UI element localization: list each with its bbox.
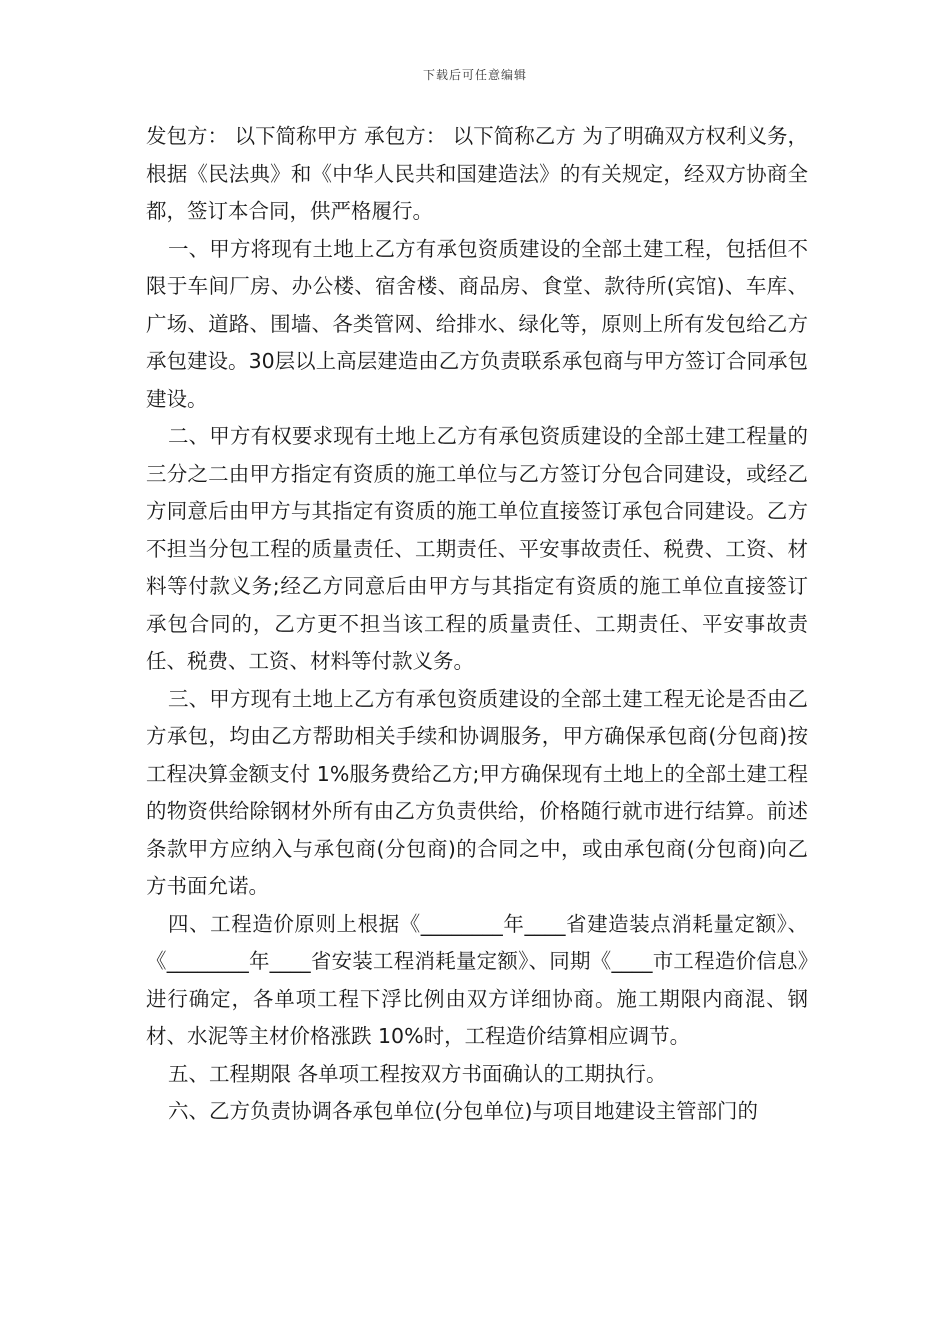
clause-paragraph-4: 四、工程造价原则上根据《________年____省建造装点消耗量定额》、《________年____省安装工程消耗量定额》、同期《____市工程造价信息》进行确定，各单项工程下浮比例由双方详细协商。施工期限内商混、钢材、水泥等主材价格涨跌 10%时，工程造价结算相应调节。 [146, 911, 808, 1048]
clause-paragraph-3: 三、甲方现有土地上乙方有承包资质建设的全部土建工程无论是否由乙方承包，均由乙方帮助相关手续和协调服务，甲方确保承包商(分包商)按工程决算金额支付 1%服务费给乙方;甲方确保现有土地上的全部土建工程的物资供给除钢材外所有由乙方负责供给，价格随行就市进行结算。前述条款甲方应纳入与承包商(分包商)的合同之中，或由承包商(分包商)向乙方书面允诺。 [146, 686, 808, 898]
intro-paragraph: 发包方： 以下简称甲方 承包方： 以下简称乙方 为了明确双方权利义务，根据《民法典》和《中华人民共和国建造法》的有关规定，经双方协商全都，签订本合同，供严格履行。 [146, 124, 808, 223]
clause-paragraph-2: 二、甲方有权要求现有土地上乙方有承包资质建设的全部土建工程量的三分之二由甲方指定有资质的施工单位与乙方签订分包合同建设，或经乙方同意后由甲方与其指定有资质的施工单位直接签订承包合同建设。乙方不担当分包工程的质量责任、工期责任、平安事故责任、税费、工资、材料等付款义务;经乙方同意后由甲方与其指定有资质的施工单位直接签订承包合同的，乙方更不担当该工程的质量责任、工期责任、平安事故责任、税费、工资、材料等付款义务。 [146, 424, 808, 673]
clause-paragraph-5: 五、工程期限 各单项工程按双方书面确认的工期执行。 [168, 1061, 667, 1086]
contract-body [146, 118, 808, 1131]
header-note: 下载后可任意编辑 [422, 68, 527, 82]
clause-paragraph-1: 一、甲方将现有土地上乙方有承包资质建设的全部土建工程，包括但不限于车间厂房、办公楼、宿舍楼、商品房、食堂、款待所(宾馆)、车库、广场、道路、围墙、各类管网、给排水、绿化等，原则上所有发包给乙方承包建设。30层以上高层建造由乙方负责联系承包商与甲方签订合同承包建设。 [146, 236, 808, 411]
clause-paragraph-6: 六、乙方负责协调各承包单位(分包单位)与项目地建设主管部门的 [168, 1099, 758, 1123]
